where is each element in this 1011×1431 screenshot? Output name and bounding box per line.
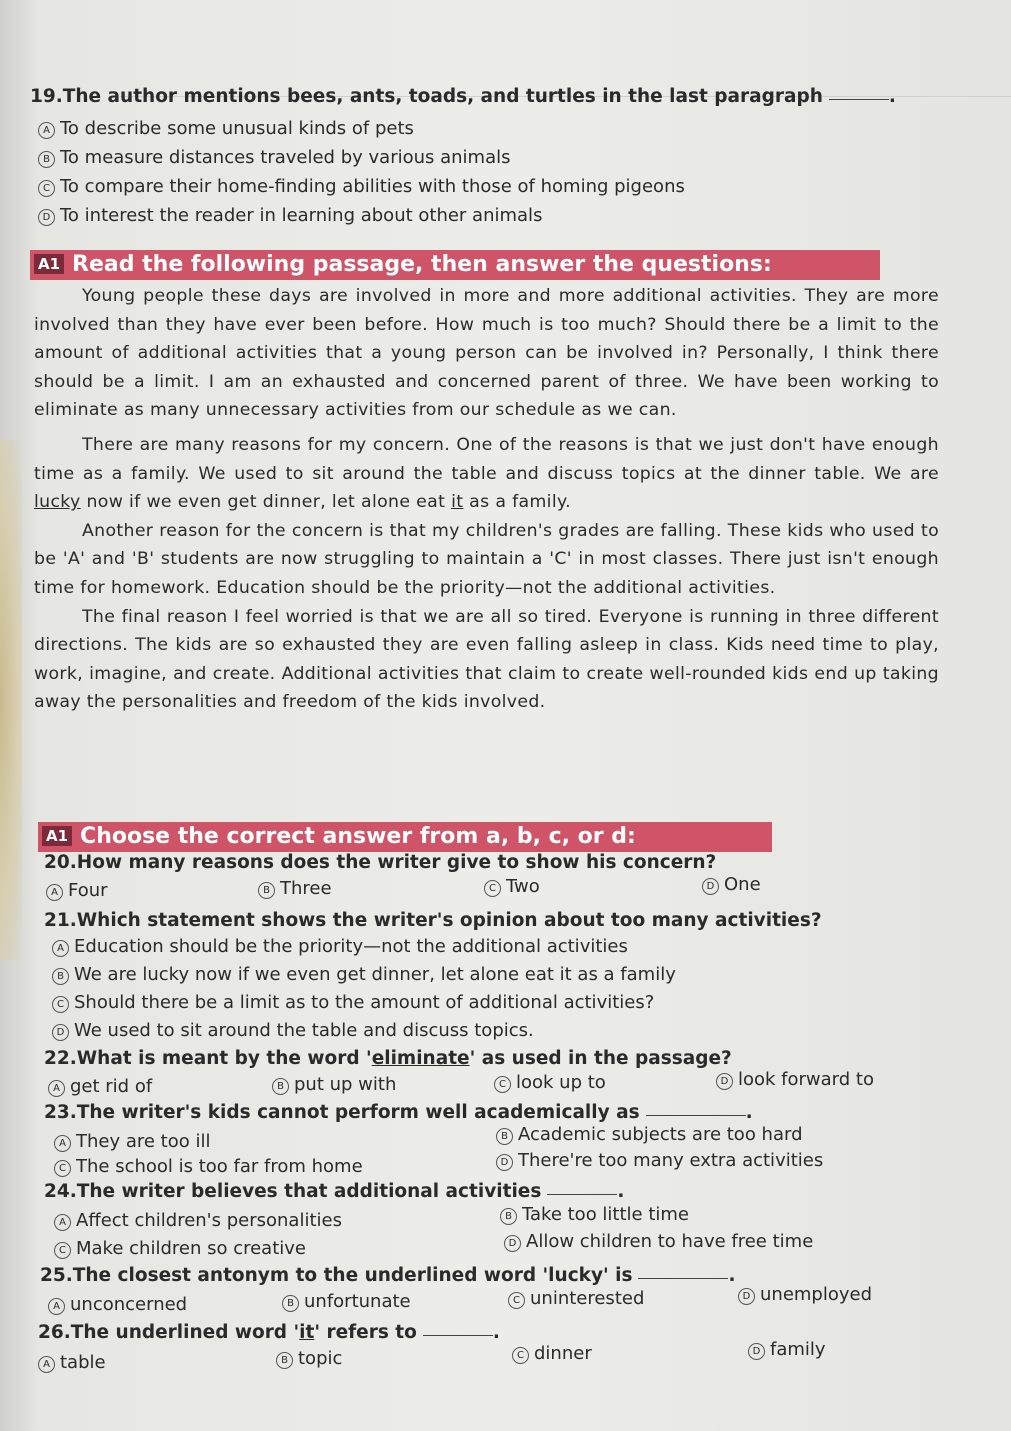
question-23: 23.The writer's kids cannot perform well academically as . <box>44 1102 753 1123</box>
section-tag: A1 <box>42 826 72 846</box>
question-25: 25.The closest antonym to the underlined word 'lucky' is . <box>40 1265 736 1286</box>
q24-option-b[interactable]: B Take too little time <box>500 1204 689 1225</box>
passage-paragraph-1: Young people these days are involved in more and more additional activities. They are more involved than they have ever been before. How much is too much? Should there be a limit to the amount of additional activities that a young person can be involved in? Personally, I think there should be a limit. I am an exhausted and concerned parent of three. We have been working to eliminate as many unnecessary activities from our schedule as we can. <box>34 286 939 421</box>
q24-option-c[interactable]: C Make children so creative <box>54 1238 306 1259</box>
option-letter-icon: D <box>504 1235 521 1252</box>
q26-option-a[interactable]: A table <box>38 1352 106 1373</box>
option-letter-icon: A <box>38 1356 55 1373</box>
underlined-word-it: it <box>451 492 464 513</box>
answer-blank <box>547 1194 617 1195</box>
option-letter-icon: B <box>38 151 55 168</box>
q23-option-d[interactable]: D There're too many extra activities <box>496 1150 823 1171</box>
option-letter-icon: B <box>496 1128 513 1145</box>
underlined-word-lucky: lucky <box>34 492 81 513</box>
option-letter-icon: B <box>276 1352 293 1369</box>
option-letter-icon: C <box>54 1242 71 1259</box>
option-letter-icon: B <box>272 1078 289 1095</box>
option-letter-icon: C <box>38 180 55 197</box>
question-21: 21.Which statement shows the writer's opinion about too many activities? <box>44 910 822 931</box>
q26-option-c[interactable]: C dinner <box>512 1343 592 1364</box>
q23-option-b[interactable]: B Academic subjects are too hard <box>496 1124 803 1145</box>
q21-option-b[interactable]: B We are lucky now if we even get dinner, let alone eat it as a family <box>52 964 676 985</box>
underlined-word-it: it <box>299 1322 315 1343</box>
q23-option-a[interactable]: A They are too ill <box>54 1131 211 1152</box>
option-letter-icon: A <box>48 1080 65 1097</box>
option-letter-icon: A <box>46 884 63 901</box>
q21-option-c[interactable]: C Should there be a limit as to the amount of additional activities? <box>52 992 654 1013</box>
q25-option-c[interactable]: C uninterested <box>508 1288 644 1309</box>
q26-option-d[interactable]: D family <box>748 1339 826 1360</box>
passage-paragraph-4: The final reason I feel worried is that we are all so tired. Everyone is running in three different directions. The kids are so exhausted they are even falling asleep in class. Kids need time to play, work, imagine, and create. Additional activities that claim to create well-rounded kids end up taking away the personalities and freedom of the kids involved. <box>34 606 939 713</box>
question-20: 20.How many reasons does the writer give to show his concern? <box>44 852 717 873</box>
section-banner-reading: A1 Read the following passage, then answer the questions: <box>30 250 880 280</box>
option-letter-icon: D <box>38 209 55 226</box>
section-banner-questions: A1 Choose the correct answer from a, b, c, or d: <box>38 822 772 852</box>
q23-option-c[interactable]: C The school is too far from home <box>54 1156 363 1177</box>
q21-option-a[interactable]: A Education should be the priority—not the additional activities <box>52 936 628 957</box>
q19-option-d[interactable]: D To interest the reader in learning about other animals <box>38 205 542 226</box>
option-letter-icon: A <box>38 122 55 139</box>
q19-option-c[interactable]: C To compare their home-finding abilities with those of homing pigeons <box>38 176 685 197</box>
passage-paragraph-2: There are many reasons for my concern. One of the reasons is that we just don't have enough time as a family. We used to sit around the table and discuss topics at the dinner table. We are lucky now if we even get dinner, let alone eat it as a family. <box>34 434 939 513</box>
q19-option-a[interactable]: A To describe some unusual kinds of pets <box>38 118 414 139</box>
question-26: 26.The underlined word 'it' refers to . <box>38 1322 500 1343</box>
option-letter-icon: B <box>258 882 275 899</box>
question-24: 24.The writer believes that additional activities . <box>44 1181 625 1202</box>
q26-option-b[interactable]: B topic <box>276 1348 342 1369</box>
option-letter-icon: A <box>54 1135 71 1152</box>
reading-passage <box>34 282 939 717</box>
section-tag: A1 <box>34 254 64 274</box>
q24-option-d[interactable]: D Allow children to have free time <box>504 1231 813 1252</box>
option-letter-icon: D <box>496 1154 513 1171</box>
option-letter-icon: B <box>52 968 69 985</box>
passage-paragraph-3: Another reason for the concern is that my children's grades are falling. These kids who used to be 'A' and 'B' students are now struggling to maintain a 'C' in most classes. There just isn't enough time for homework. Education should be the priority—not the additional activities. <box>34 520 939 598</box>
q22-option-a[interactable]: A get rid of <box>48 1076 152 1097</box>
answer-blank <box>646 1115 746 1116</box>
option-letter-icon: C <box>508 1292 525 1309</box>
option-letter-icon: C <box>512 1347 529 1364</box>
option-letter-icon: C <box>52 996 69 1013</box>
underlined-word-eliminate: eliminate <box>371 1048 470 1069</box>
answer-blank <box>829 99 889 100</box>
q19-option-b[interactable]: B To measure distances traveled by various animals <box>38 147 511 168</box>
option-letter-icon: C <box>484 880 501 897</box>
q22-option-b[interactable]: B put up with <box>272 1074 396 1095</box>
question-19: 19.The author mentions bees, ants, toads, and turtles in the last paragraph . <box>30 86 896 107</box>
q21-option-d[interactable]: D We used to sit around the table and discuss topics. <box>52 1020 534 1041</box>
option-letter-icon: A <box>52 940 69 957</box>
q22-option-c[interactable]: C look up to <box>494 1072 606 1093</box>
option-letter-icon: D <box>52 1024 69 1041</box>
q25-option-b[interactable]: B unfortunate <box>282 1291 411 1312</box>
q20-option-c[interactable]: C Two <box>484 876 540 897</box>
q20-option-d[interactable]: D One <box>702 874 761 895</box>
q22-option-d[interactable]: D look forward to <box>716 1069 874 1090</box>
option-letter-icon: D <box>702 878 719 895</box>
q25-option-d[interactable]: D unemployed <box>738 1284 872 1305</box>
option-letter-icon: B <box>500 1208 517 1225</box>
option-letter-icon: C <box>54 1160 71 1177</box>
option-letter-icon: B <box>282 1295 299 1312</box>
option-letter-icon: D <box>716 1073 733 1090</box>
q25-option-a[interactable]: A unconcerned <box>48 1294 187 1315</box>
answer-blank <box>638 1278 728 1279</box>
q20-option-a[interactable]: A Four <box>46 880 108 901</box>
option-letter-icon: A <box>48 1298 65 1315</box>
question-22: 22.What is meant by the word 'eliminate' as used in the passage? <box>44 1048 732 1069</box>
q20-option-b[interactable]: B Three <box>258 878 332 899</box>
answer-blank <box>423 1335 493 1336</box>
option-letter-icon: A <box>54 1214 71 1231</box>
option-letter-icon: C <box>494 1076 511 1093</box>
option-letter-icon: D <box>738 1288 755 1305</box>
q24-option-a[interactable]: A Affect children's personalities <box>54 1210 342 1231</box>
option-letter-icon: D <box>748 1343 765 1360</box>
